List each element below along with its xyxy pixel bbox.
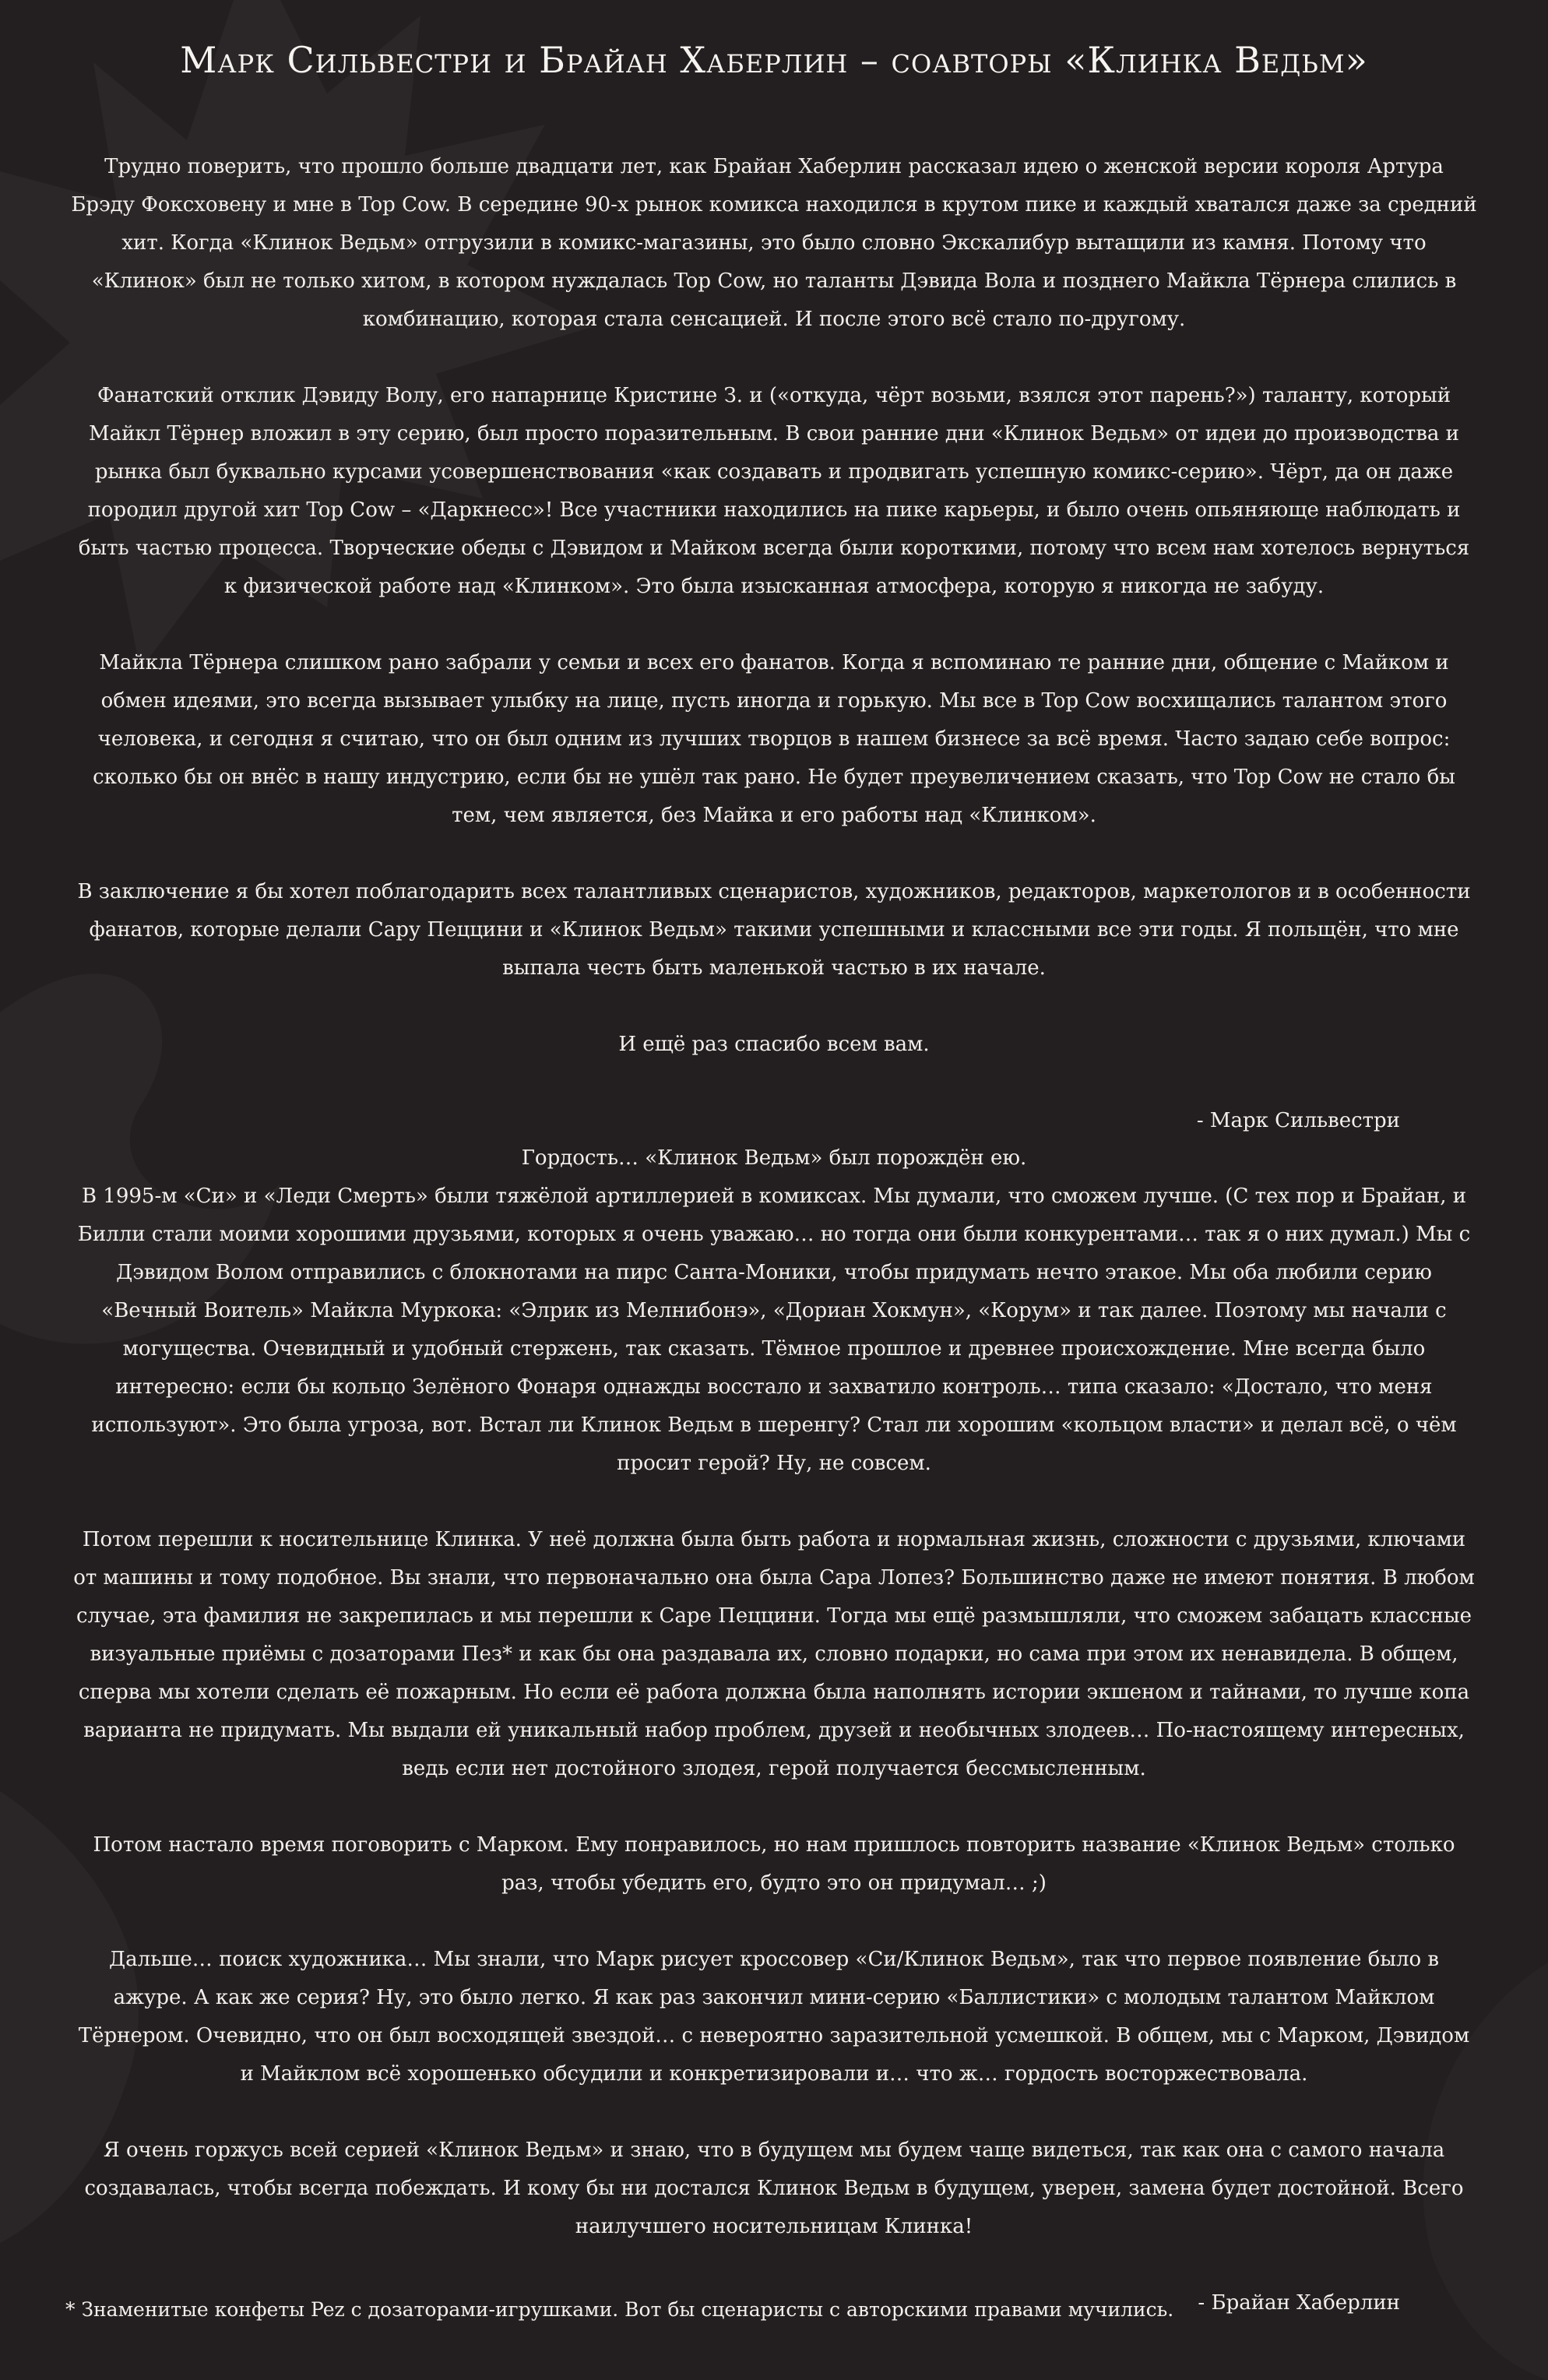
haberlin-section [70,1139,1478,2361]
haberlin-paragraph-2: Потом перешли к носительнице Клинка. У неё должна была быть работа и нормальная жизнь, сложности с друзьями, ключами от машины и тому подобное. Вы знали, что первоначально она была Сара Лопез? Большинство даже не имеют понятия. В любом случае, эта фамилия не закрепилась и мы перешли к Саре Пеццини. Тогда мы ещё размышляли, что сможем забацать классные визуальные приёмы с дозаторами Пез* и как бы она раздавала их, словно подарки, но сама при этом их ненавидела. В общем, сперва мы хотели сделать её пожарным. Но если её работа должна была наполнять истории экшеном и тайнами, то лучше копа варианта не придумать. Мы выдали ей уникальный набор проблем, друзей и необычных злодеев… По-настоящему интересных, ведь если нет достойного злодея, герой получается бессмысленным. [73,1528,1475,1780]
silvestri-paragraph-5: И ещё раз спасибо всем вам. [618,1033,930,1056]
haberlin-paragraph-3: Потом настало время поговорить с Марком. Ему понравилось, но нам пришлось повторить название «Клинок Ведьм» столько раз, чтобы убедить его, будто это он придумал… ;) [93,1833,1455,1895]
silvestri-paragraph-1: Трудно поверить, что прошло больше двадцати лет, как Брайан Хаберлин рассказал идею о женской версии короля Артура Брэду Фоксховену и мне в Top Cow. В середине 90-х рынок комикса находился в крутом пике и каждый хватался даже за средний хит. Когда «Клинок Ведьм» отгрузили в комикс-магазины, это было словно Экскалибур вытащили из камня. Потому что «Клинок» был не только хитом, в котором нуждалась Top Cow, но таланты Дэвида Вола и позднего Майкла Тёрнера слились в комбинацию, которая стала сенсацией. И после этого всё стало по-другому. [71,155,1477,331]
footnote: * Знаменитые конфеты Pez с дозаторами-игрушками. Вот бы сценаристы с авторскими правами мучились. [65,2298,1174,2321]
page-title: Марк Сильвестри и Брайан Хаберлин – соавторы «Клинка Ведьм» [180,39,1368,81]
haberlin-paragraph-5: Я очень горжусь всей серией «Клинок Ведьм» и знаю, что в будущем мы будем чаще видеться, так как она с самого начала создавалась, чтобы всегда побеждать. И кому бы ни достался Клинок Ведьм в будущем, уверен, замена будет достойной. Всего наилучшего носительницам Клинка! [84,2139,1464,2238]
haberlin-signature: - Брайан Хаберлин [1198,2291,1400,2315]
silvestri-paragraph-3: Майкла Тёрнера слишком рано забрали у семьи и всех его фанатов. Когда я вспоминаю те ранние дни, общение с Майком и обмен идеями, это всегда вызывает улыбку на лице, пусть иногда и горькую. Мы все в Top Cow восхищались талантом этого человека, и сегодня я считаю, что он был одним из лучших творцов в нашем бизнесе за всё время. Часто задаю себе вопрос: сколько бы он внёс в нашу индустрию, если бы не ушёл так рано. Не будет преувеличением сказать, что Top Cow не стало бы тем, чем является, без Майка и его работы над «Клинком». [93,651,1455,827]
haberlin-paragraph-1: В 1995-м «Си» и «Леди Смерть» были тяжёлой артиллерией в комиксах. Мы думали, что сможем лучше. (С тех пор и Брайан, и Билли стали моими хорошими друзьями, которых я очень уважаю… но тогда они были конкурентами… так я о них думал.) Мы с Дэвидом Волом отправились с блокнотами на пирс Санта-Моники, чтобы придумать нечто этакое. Мы оба любили серию «Вечный Воитель» Майкла Муркока: «Элрик из Мелнибонэ», «Дориан Хокмун», «Корум» и так далее. Поэтому мы начали с могущества. Очевидный и удобный стержень, так сказать. Тёмное прошлое и древнее происхождение. Мне всегда было интересно: если бы кольцо Зелёного Фонаря однажды восстало и захватило контроль… типа сказало: «Достало, что меня используют». Это была угроза, вот. Встал ли Клинок Ведьм в шеренгу? Стал ли хорошим «кольцом власти» и делал всё, о чём просит герой? Ну, не совсем. [77,1185,1471,1475]
haberlin-opening-line: Гордость… «Клинок Ведьм» был порождён ею. [521,1146,1027,1170]
silvestri-signature: - Марк Сильвестри [1196,1109,1400,1132]
silvestri-section [70,148,1478,1178]
haberlin-paragraph-4: Дальше… поиск художника… Мы знали, что Марк рисует кроссовер «Си/Клинок Ведьм», так что первое появление было в ажуре. А как же серия? Ну, это было легко. Я как раз закончил мини-серию «Баллистики» с молодым талантом Майклом Тёрнером. Очевидно, что он был восходящей звездой… с невероятно заразительной усмешкой. В общем, мы с Марком, Дэвидом и Майклом всё хорошенько обсудили и конкретизировали и… что ж… гордость восторжествовала. [78,1948,1470,2086]
silvestri-paragraph-4: В заключение я бы хотел поблагодарить всех талантливых сценаристов, художников, редакторов, маркетологов и в особенности фанатов, которые делали Сару Пеццини и «Клинок Ведьм» такими успешными и классными все эти годы. Я польщён, что мне выпала честь быть маленькой частью в их начале. [77,880,1471,980]
silvestri-paragraph-2: Фанатский отклик Дэвиду Волу, его напарнице Кристине З. и («откуда, чёрт возьми, взялся этот парень?») таланту, который Майкл Тёрнер вложил в эту серию, был просто поразительным. В свои ранние дни «Клинок Ведьм» от идеи до производства и рынка был буквально курсами усовершенствования «как создавать и продвигать успешную комикс-серию». Чёрт, да он даже породил другой хит Top Cow – «Даркнесс»! Все участники находились на пике карьеры, и было очень опьяняюще наблюдать и быть частью процесса. Творческие обеды с Дэвидом и Майком всегда были короткими, потому что всем нам хотелось вернуться к физической работе над «Клинком». Это была изысканная атмосфера, которую я никогда не забуду. [78,384,1470,598]
